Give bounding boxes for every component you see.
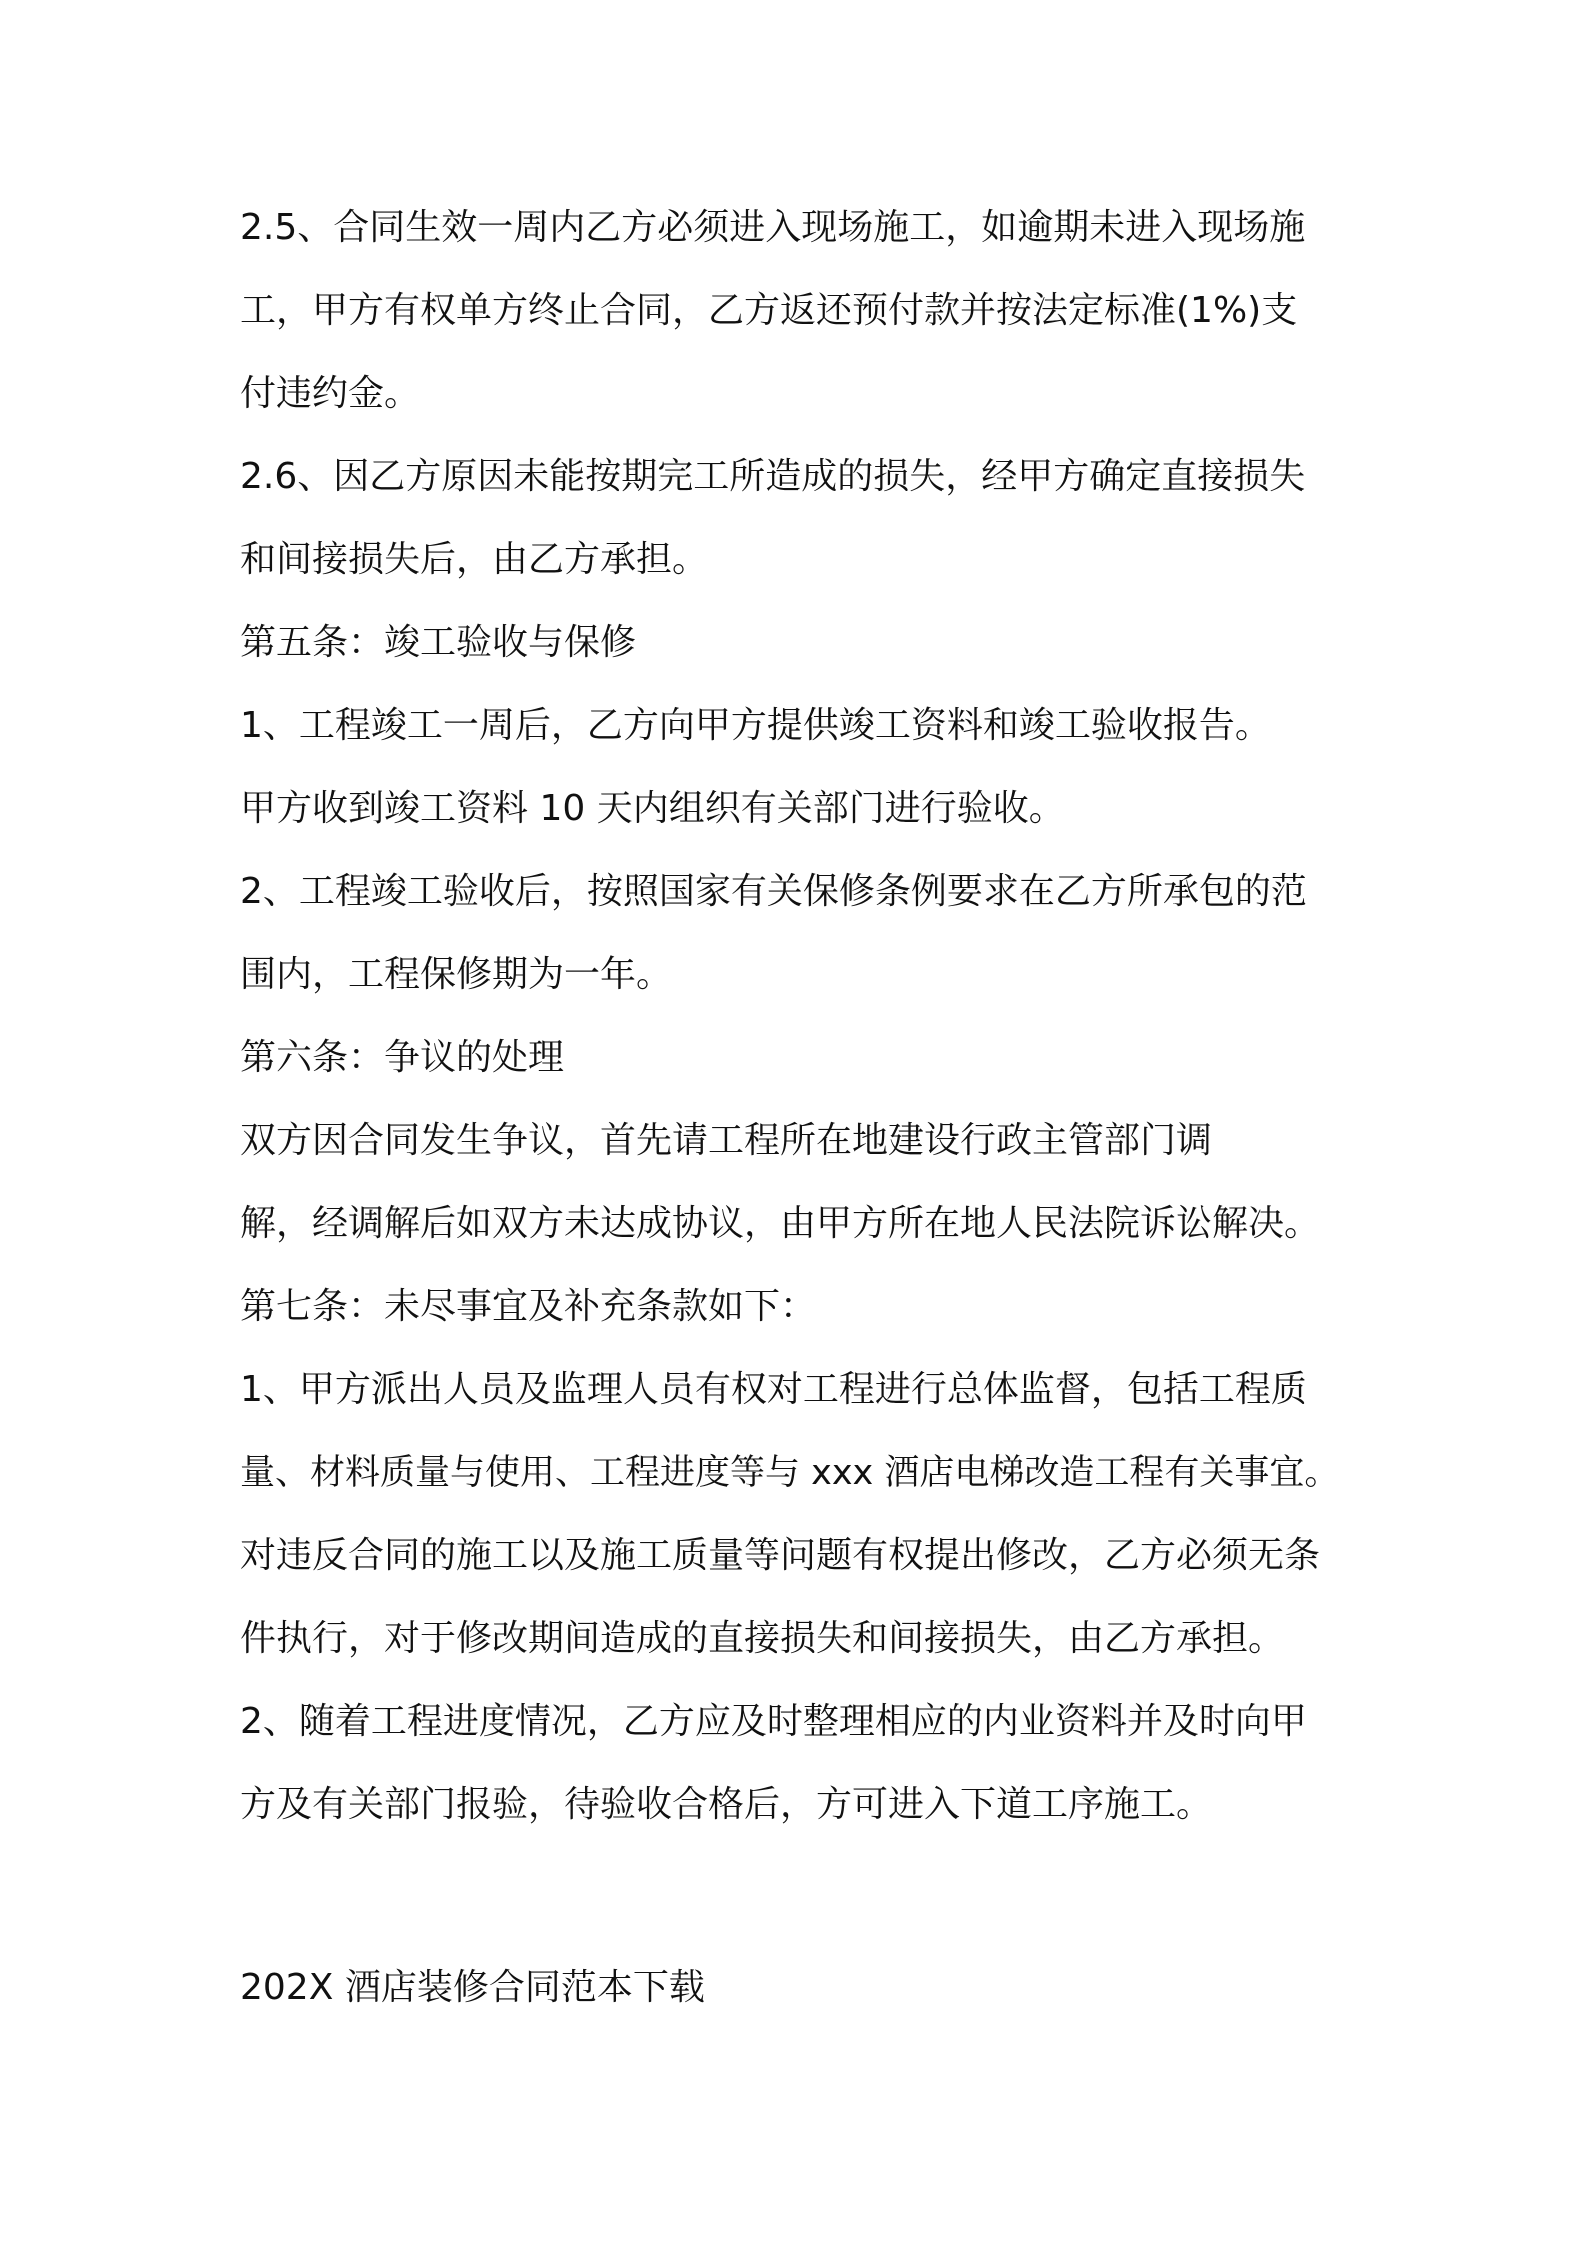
article-7-heading: 第七条：未尽事宜及补充条款如下：	[240, 1286, 817, 1327]
article-7-item-1-line-2: 量、材料质量与使用、工程进度等与 xxx 酒店电梯改造工程有关事宜。	[240, 1453, 1340, 1493]
clause-2-6-line-2: 和间接损失后，由乙方承担。	[240, 539, 709, 580]
article-7-item-1-line-1: 1、甲方派出人员及监理人员有权对工程进行总体监督，包括工程质	[240, 1369, 1307, 1410]
article-6-heading: 第六条：争议的处理	[240, 1037, 565, 1078]
article-5-item-1-line-2: 甲方收到竣工资料 10 天内组织有关部门进行验收。	[240, 788, 1065, 829]
clause-2-5-line-1: 2.5、合同生效一周内乙方必须进入现场施工，如逾期未进入现场施	[240, 207, 1306, 248]
article-5-item-2-line-2: 围内，工程保修期为一年。	[240, 954, 673, 995]
article-5-item-2-line-1: 2、工程竣工验收后，按照国家有关保修条例要求在乙方所承包的范	[240, 871, 1307, 912]
clause-2-5-line-2: 工，甲方有权单方终止合同，乙方返还预付款并按法定标准(1%)支	[240, 290, 1298, 331]
article-5-heading: 第五条：竣工验收与保修	[240, 622, 637, 663]
clause-2-5-line-3: 付违约金。	[240, 373, 421, 414]
document-title-footer: 202X 酒店装修合同范本下载	[240, 1967, 705, 2008]
article-7-item-2-line-1: 2、随着工程进度情况，乙方应及时整理相应的内业资料并及时向甲	[240, 1701, 1307, 1742]
clause-2-6-line-1: 2.6、因乙方原因未能按期完工所造成的损失，经甲方确定直接损失	[240, 456, 1306, 497]
article-6-body-line-2: 解，经调解后如双方未达成协议，由甲方所在地人民法院诉讼解决。	[240, 1203, 1321, 1244]
article-5-item-1-line-1: 1、工程竣工一周后，乙方向甲方提供竣工资料和竣工验收报告。	[240, 705, 1271, 746]
article-7-item-2-line-2: 方及有关部门报验，待验收合格后，方可进入下道工序施工。	[240, 1784, 1213, 1825]
article-7-item-1-line-3: 对违反合同的施工以及施工质量等问题有权提出修改，乙方必须无条	[240, 1535, 1321, 1576]
article-6-body-line-1: 双方因合同发生争议，首先请工程所在地建设行政主管部门调	[240, 1120, 1213, 1161]
article-7-item-1-line-4: 件执行，对于修改期间造成的直接损失和间接损失，由乙方承担。	[240, 1618, 1285, 1659]
